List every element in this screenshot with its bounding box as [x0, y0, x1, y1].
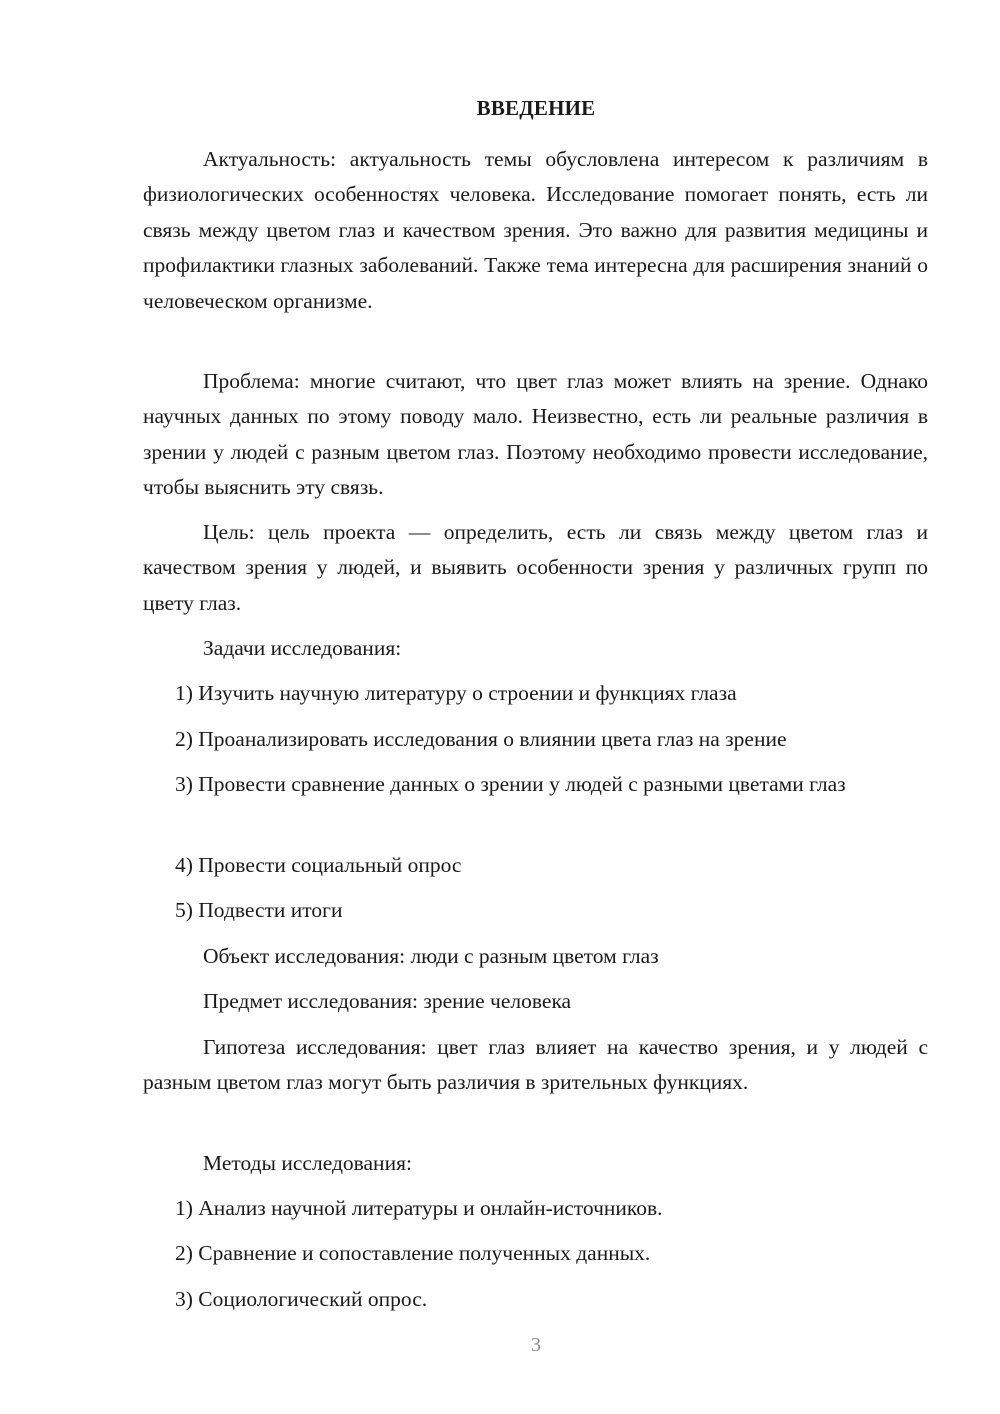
method-item-1: 1) Анализ научной литературы и онлайн-источников. — [175, 1196, 663, 1220]
method-item-3: 3) Социологический опрос. — [175, 1287, 428, 1311]
tasks-heading: Задачи исследования: — [203, 636, 402, 660]
object-line: Объект исследования: люди с разным цветом глаз — [203, 944, 659, 968]
task-item-1: 1) Изучить научную литературу о строении и функциях глаза — [175, 681, 737, 705]
goal-paragraph: Цель: цель проекта — определить, есть ли связь между цветом глаз и качеством зрения у людей, и выявить особенности зрения у различных групп по цвету глаз. — [143, 520, 928, 615]
subject-line: Предмет исследования: зрение человека — [203, 989, 572, 1013]
method-item-2: 2) Сравнение и сопоставление полученных данных. — [175, 1241, 651, 1265]
task-item-4: 4) Провести социальный опрос — [175, 853, 462, 877]
task-item-5: 5) Подвести итоги — [175, 898, 343, 922]
task-item-2: 2) Проанализировать исследования о влиянии цвета глаз на зрение — [175, 727, 787, 751]
page-title: ВВЕДЕНИЕ — [476, 96, 596, 120]
methods-heading: Методы исследования: — [203, 1151, 412, 1175]
problem-paragraph: Проблема: многие считают, что цвет глаз может влиять на зрение. Однако научных данных по этому поводу мало. Неизвестно, есть ли реальные различия в зрении у людей с разным цветом глаз. Поэтому необходимо провести исследование, чтобы выяснить эту связь. — [143, 369, 928, 500]
task-item-3: 3) Провести сравнение данных о зрении у людей с разными цветами глаз — [175, 772, 846, 796]
page-number: 3 — [531, 1334, 541, 1356]
hypothesis-paragraph: Гипотеза исследования: цвет глаз влияет на качество зрения, и у людей с разным цветом глаз могут быть различия в зрительных функциях. — [143, 1035, 928, 1095]
relevance-paragraph: Актуальность: актуальность темы обусловлена интересом к различиям в физиологических особенностях человека. Исследование помогает понять, есть ли связь между цветом глаз и качеством зрения. Это важно для развития медицины и профилактики глазных заболеваний. Также тема интересна для расширения знаний о человеческом организме. — [143, 147, 928, 313]
